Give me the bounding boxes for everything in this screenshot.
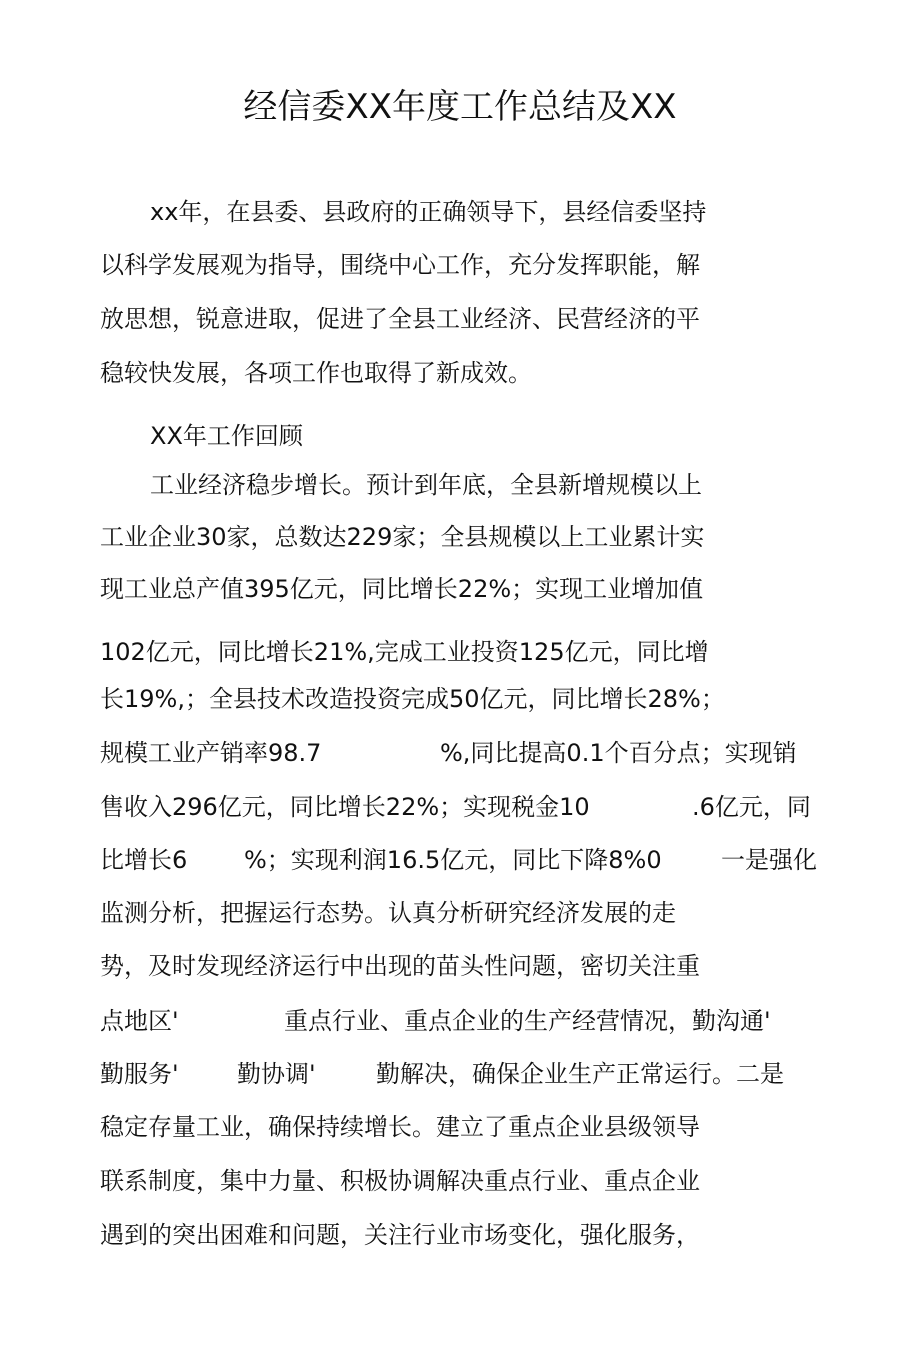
paragraph-line: 联系制度，集中力量、积极协调解决重点行业、重点企业 bbox=[100, 1167, 700, 1195]
paragraph-line-part: 重点行业、重点企业的生产经营情况，勤沟通' bbox=[284, 1007, 771, 1035]
paragraph-line: 势，及时发现经济运行中出现的苗头性问题，密切关注重 bbox=[100, 952, 700, 980]
paragraph-line-part: 规模工业产销率98.7 bbox=[100, 739, 322, 767]
paragraph-line: 稳较快发展，各项工作也取得了新成效。 bbox=[100, 359, 532, 387]
paragraph-line: 以科学发展观为指导，围绕中心工作，充分发挥职能，解 bbox=[100, 251, 700, 279]
paragraph-line-part: 比增长6 bbox=[100, 846, 188, 874]
paragraph-line: 现工业总产值395亿元，同比增长22%；实现工业增加值 bbox=[100, 575, 704, 603]
paragraph-line: 长19%,；全县技术改造投资完成50亿元，同比增长28%； bbox=[100, 685, 725, 713]
paragraph-line-part: 点地区' bbox=[100, 1007, 179, 1035]
paragraph-line-part: 勤协调' bbox=[237, 1060, 316, 1088]
paragraph-line: 监测分析，把握运行态势。认真分析研究经济发展的走 bbox=[100, 899, 676, 927]
paragraph-line-part: 一是强化 bbox=[721, 846, 817, 874]
paragraph-line: 工业企业30家，总数达229家；全县规模以上工业累计实 bbox=[100, 523, 705, 551]
paragraph-line-part: 勤服务' bbox=[100, 1060, 179, 1088]
paragraph-line: 放思想，锐意进取，促进了全县工业经济、民营经济的平 bbox=[100, 305, 700, 333]
paragraph-line-part: 勤解决，确保企业生产正常运行。二是 bbox=[376, 1060, 784, 1088]
section-heading: XX年工作回顾 bbox=[150, 422, 303, 450]
paragraph-line: 遇到的突出困难和问题，关注行业市场变化，强化服务， bbox=[100, 1221, 700, 1249]
paragraph-line-part: .6亿元，同 bbox=[692, 793, 811, 821]
paragraph-line: 稳定存量工业，确保持续增长。建立了重点企业县级领导 bbox=[100, 1113, 700, 1141]
paragraph-line: 工业经济稳步增长。预计到年底，全县新增规模以上 bbox=[150, 471, 702, 499]
paragraph-line: xx年，在县委、县政府的正确领导下，县经信委坚持 bbox=[150, 198, 707, 226]
paragraph-line-part: %；实现利润16.5亿元，同比下降8%0 bbox=[244, 846, 662, 874]
paragraph-line-part: %,同比提高0.1个百分点；实现销 bbox=[440, 739, 797, 767]
paragraph-line-part: 售收入296亿元，同比增长22%；实现税金10 bbox=[100, 793, 590, 821]
paragraph-line: 102亿元，同比增长21%,完成工业投资125亿元，同比增 bbox=[100, 638, 709, 666]
document-title: 经信委XX年度工作总结及XX bbox=[243, 87, 677, 127]
